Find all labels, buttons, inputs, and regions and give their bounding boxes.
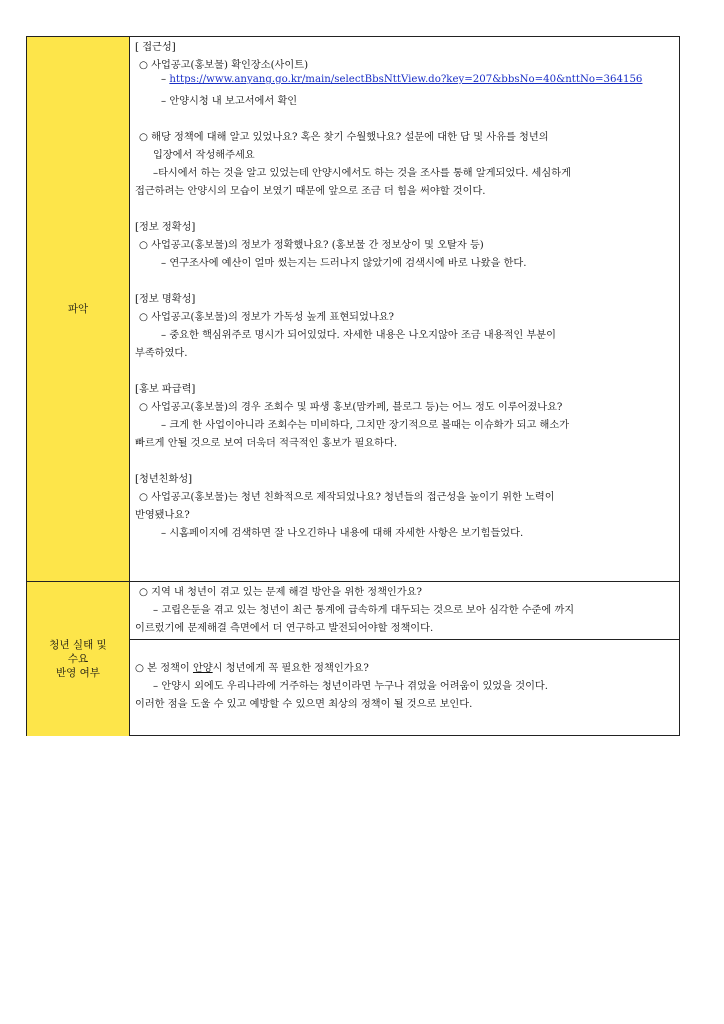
row-label-understanding [27, 37, 130, 581]
question-line: ○ 해당 정책에 대해 알고 있었나요? 혹은 찾기 수월했나요? 설문에 대한 답 및 사유를 청년의 [139, 132, 549, 143]
answer-line: 이러한 점을 도울 수 있고 예방할 수 있으면 최상의 정책이 될 것으로 보인다. [135, 699, 473, 710]
answer-line: 부족하였다. [135, 348, 188, 359]
question-prefix: ○ 본 정책이 [135, 663, 193, 674]
question-suffix: 시 청년에게 꼭 필요한 정책인가요? [212, 663, 369, 674]
section-heading: [홍보 파급력] [135, 384, 196, 395]
subrow-divider [130, 639, 679, 640]
section-heading: [ 접근성] [135, 42, 176, 53]
row-label-line: 수요 [67, 652, 89, 665]
question-line: ○ 지역 내 청년이 겪고 있는 문제 해결 방안을 위한 정책인가요? [139, 587, 422, 598]
answer-line: – 고립은둔을 겪고 있는 청년이 최근 통계에 급속하게 대두되는 것으로 보아 심각한 수준에 까지 [153, 605, 575, 616]
question-line [135, 659, 369, 674]
answer-line: –타시에서 하는 것을 알고 있었는데 안양시에서도 하는 것을 조사를 통해 알게되었다. 세심하게 [153, 168, 571, 179]
row-label-line: 반영 여부 [56, 666, 100, 679]
section-heading: [청년친화성] [135, 474, 193, 485]
section-heading: [정보 명확성] [135, 294, 196, 305]
answer-line: – 안양시 외에도 우리나라에 거주하는 청년이라면 누구나 겪었을 어려움이 있었을 것이다. [153, 681, 548, 692]
answer-line: – 시홈페이지에 검색하면 잘 나오긴하나 내용에 대해 자세한 사항은 보기힘들었다. [161, 528, 524, 539]
row-label-line: 청년 실태 및 [49, 638, 107, 651]
row-label-youth-demand [27, 581, 130, 736]
question-line: ○ 사업공고(홍보물)는 청년 친화적으로 제작되었나요? 청년들의 접근성을 높이기 위한 노력이 [139, 492, 555, 503]
question-line: 반영됐나요? [135, 510, 190, 521]
answer-line: – 중요한 핵심위주로 명시가 되어있었다. 자세한 내용은 나오지않아 조금 내용적인 부분이 [161, 330, 556, 341]
answer-line: 접근하려는 안양시의 모습이 보였기 때문에 앞으로 조금 더 힘을 써야할 것이다. [135, 186, 486, 197]
answer-line: – 연구조사에 예산이 얼마 썼는지는 드러나지 않았기에 검색시에 바로 나왔을 한다. [161, 258, 527, 269]
row-divider [27, 581, 679, 582]
answer-line: – 안양시청 내 보고서에서 확인 [161, 96, 298, 107]
row-label-text: 파악 [67, 303, 89, 315]
question-underlined: 안양 [192, 663, 213, 674]
question-line: ○ 사업공고(홍보물)의 정보가 정확했나요? (홍보물 간 정보상이 및 오탈자 등) [139, 240, 484, 251]
question-line: ○ 사업공고(홍보물)의 정보가 가독성 높게 표현되었나요? [139, 312, 394, 323]
source-url-link[interactable]: https://www.anyang.go.kr/main/selectBbsNttView.do?key=207&bbsNo=40&nttNo=364156 [169, 74, 643, 85]
question-line: ○ 사업공고(홍보물) 확인장소(사이트) [139, 60, 309, 71]
question-line: ○ 사업공고(홍보물)의 경우 조회수 및 파생 홍보(맘카페, 블로그 등)는 어느 정도 이루어졌나요? [139, 402, 563, 413]
source-url-line: – https://www.anyang.go.kr/main/selectBbsNttView.do?key=207&bbsNo=40&nttNo=364156 [161, 74, 643, 85]
answer-line: – 크게 한 사업이아니라 조회수는 미비하다, 그치만 장기적으로 볼때는 이슈화가 되고 해소가 [161, 420, 570, 431]
section-heading: [정보 정확성] [135, 222, 196, 233]
answer-line: 이르렀기에 문제해결 측면에서 더 연구하고 발전되어야할 정책이다. [135, 623, 434, 634]
answer-line: 빠르게 안될 것으로 보여 더욱더 적극적인 홍보가 필요하다. [135, 438, 398, 449]
question-line: 입장에서 작성해주세요 [153, 150, 255, 161]
evaluation-table [26, 36, 680, 736]
